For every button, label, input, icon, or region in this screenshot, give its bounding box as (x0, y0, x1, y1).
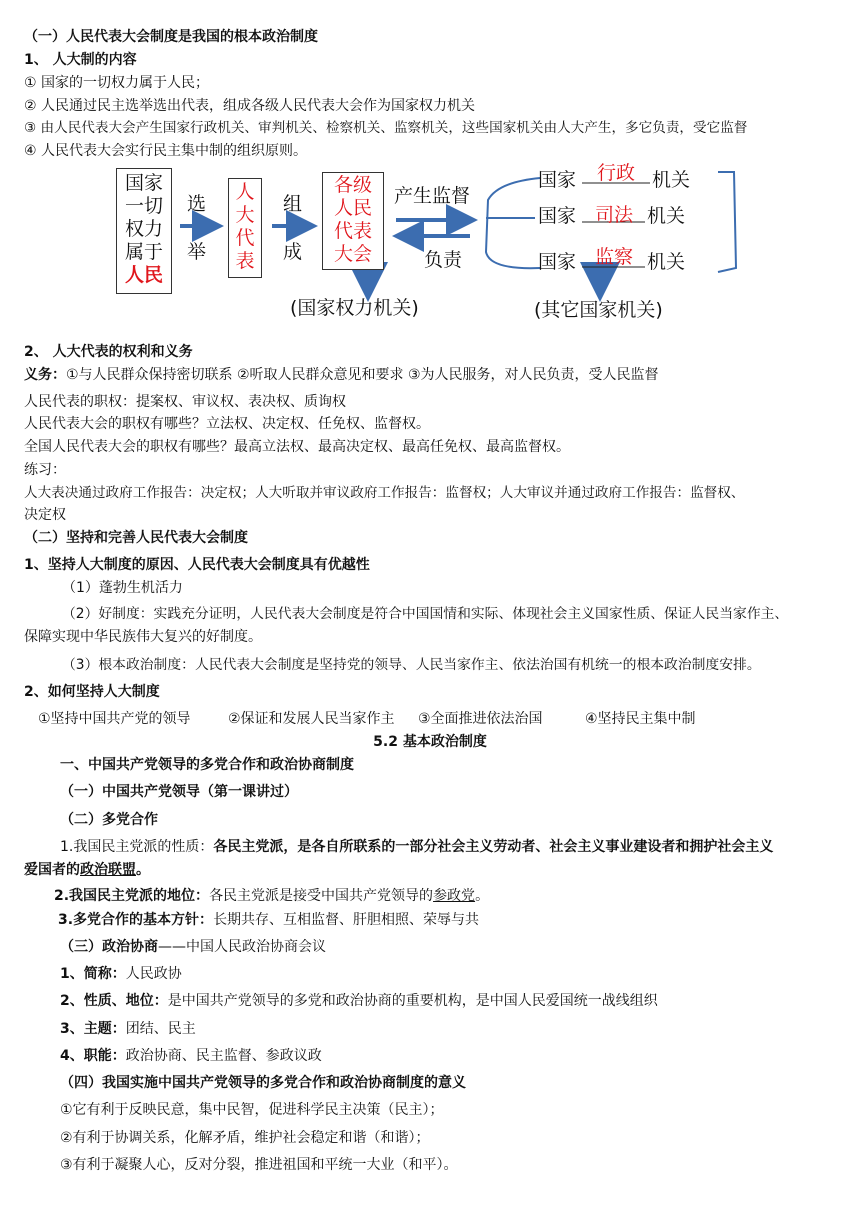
box-text: 权力 (124, 218, 163, 240)
box-text: 各级 (333, 174, 372, 196)
policy-label: 3.多党合作的基本方针： (58, 912, 214, 928)
cppcc-abbr-label: 1、简称： (60, 966, 126, 982)
nature-line (60, 837, 773, 857)
label-form-2: 成 (283, 241, 303, 263)
list-item: ④ 人民代表大会实行民主集中制的组织原则。 (24, 143, 307, 159)
npc-powers-question: 人民代表大会的职权有哪些？ (24, 416, 206, 432)
policy-line (58, 910, 479, 930)
chapter-title: 5.2 基本政治制度 (373, 734, 487, 750)
exercise-label: 练习： (24, 462, 66, 478)
cppcc-abbr-text: 人民政协 (125, 966, 182, 982)
section-heading-improve: （二）坚持和完善人民代表大会制度 (24, 530, 248, 546)
fill-judicial: 司法 (594, 204, 633, 226)
npc-structure-diagram (0, 160, 860, 335)
subheading-how: 2、如何坚持人大制度 (24, 684, 160, 700)
significance-item: ①它有利于反映民意，集中民智，促进科学民主决策（民主）； (60, 1102, 444, 1118)
national-npc-powers-question: 全国人民代表大会的职权有哪些？ (24, 439, 234, 455)
label-produce-supervise: 产生监督 (394, 185, 471, 207)
cppcc-functions-text: 政治协商、民主监督、参政议政 (125, 1048, 322, 1064)
political-alliance: 政治联盟 (80, 862, 136, 878)
org-prefix: 国家 (538, 205, 577, 227)
subheading-npc-content: 1、 人大制的内容 (24, 52, 137, 68)
section-heading-npc-system: （一）人民代表大会制度是我国的根本政治制度 (24, 29, 318, 45)
way-item: ①坚持中国共产党的领导 (38, 711, 191, 727)
caption-state-power-organ: (国家权力机关) (290, 297, 419, 319)
box-text: 国家 (124, 172, 163, 194)
exercise-text-cont: 决定权 (24, 507, 66, 523)
box-text: 一切 (124, 195, 163, 217)
list-item: ③ 由人民代表大会产生国家行政机关、审判机关、检察机关、监察机关，这些国家机关由人大产生，多它负责，受它监督 (24, 120, 748, 136)
national-npc-powers (24, 437, 570, 457)
national-npc-powers-answer: 最高立法权、最高决定权、最高任免权、最高监督权。 (234, 439, 570, 455)
label-responsible: 负责 (424, 249, 463, 271)
deputy-powers: 人民代表的职权：提案权、审议权、表决权、质询权 (24, 394, 346, 410)
section-heading-deputies: 2、 人大代表的权利和义务 (24, 344, 193, 360)
nature-line-cont (24, 860, 150, 880)
cppcc-abbr (60, 964, 182, 984)
box-text: 人民 (333, 197, 372, 219)
box-text: 属于 (124, 241, 163, 263)
duty-line (24, 365, 659, 385)
nature-end: 。 (136, 862, 150, 878)
status-label: 2.我国民主党派的地位： (54, 888, 210, 904)
heading-significance: （四）我国实施中国共产党领导的多党合作和政治协商制度的意义 (60, 1075, 466, 1091)
participating-party: 参政党 (433, 888, 476, 904)
box-text: 代 (235, 227, 255, 249)
box-deputies (228, 178, 262, 278)
cppcc-theme-text: 团结、民主 (125, 1021, 196, 1037)
reason-item: （1）蓬勃生机活力 (62, 580, 183, 596)
box-text: 大会 (333, 243, 372, 265)
label-elect-1: 选 (187, 193, 207, 215)
list-item: ② 人民通过民主选举选出代表，组成各级人民代表大会作为国家权力机关 (24, 98, 475, 114)
box-text: 大 (235, 204, 255, 226)
box-text: 表 (235, 250, 255, 272)
fill-executive: 行政 (596, 162, 635, 184)
cppcc-functions-label: 4、职能： (60, 1048, 126, 1064)
bracket-left (486, 178, 540, 268)
duty-label: 义务： (24, 367, 66, 383)
cppcc-functions (60, 1046, 322, 1066)
policy-text: 长期共存、互相监督、肝胆相照、荣辱与共 (213, 912, 480, 928)
heading-party-leadership: （一）中国共产党领导（第一课讲过） (60, 784, 298, 800)
cppcc-theme (60, 1019, 196, 1039)
list-item: ① 国家的一切权力属于人民； (24, 75, 210, 91)
label-form-1: 组 (283, 193, 303, 215)
nature-text: 各民主党派，是各自所联系的一部分社会主义劳动者、社会主义事业建设者和拥护社会主义 (213, 839, 774, 855)
heading-multiparty: （二）多党合作 (60, 812, 158, 828)
bracket-right (718, 172, 736, 272)
way-item: ③全面推进依法治国 (418, 711, 543, 727)
reason-item-cont: 保障实现中华民族伟大复兴的好制度。 (24, 629, 262, 645)
status-end: 。 (475, 888, 490, 904)
way-item: ②保证和发展人民当家作主 (228, 711, 395, 727)
reason-item: （2）好制度：实践充分证明，人民代表大会制度是符合中国国情和实际、体现社会主义国家性质、保证人民当家作主、 (62, 606, 789, 622)
org-prefix: 国家 (538, 251, 577, 273)
fill-supervisory: 监察 (594, 246, 633, 268)
caption-other-state-organs: (其它国家机关) (534, 299, 663, 321)
cppcc-nature (60, 991, 658, 1011)
npc-powers (24, 414, 430, 434)
heading-consultation (60, 937, 326, 957)
cppcc-theme-label: 3、主题： (60, 1021, 126, 1037)
box-people (116, 168, 172, 294)
significance-item: ③有利于凝聚人心，反对分裂，推进祖国和平统一大业（和平）。 (60, 1157, 458, 1173)
org-suffix: 机关 (647, 205, 686, 227)
status-line (54, 886, 489, 906)
exercise-text: 人大表决通过政府工作报告：决定权；人大听取并审议政府工作报告：监督权；人大审议并通过政府工作报告：监督权、 (24, 485, 745, 501)
org-suffix: 机关 (647, 251, 686, 273)
org-suffix: 机关 (652, 169, 691, 191)
duty-text: ①与人民群众保持密切联系 ②听取人民群众意见和要求 ③为人民服务，对人民负责，受人民监督 (66, 367, 659, 383)
nature-text-cont: 爱国者的 (24, 862, 80, 878)
reason-item: （3）根本政治制度：人民代表大会制度是坚持党的领导、人民当家作主、依法治国有机统一的根本政治制度安排。 (62, 657, 761, 673)
npc-powers-answer: 立法权、决定权、任免权、监督权。 (206, 416, 430, 432)
consultation-label: （三）政治协商 (60, 939, 158, 955)
subheading-reasons: 1、坚持人大制度的原因、人民代表大会制度具有优越性 (24, 557, 370, 573)
consultation-text: ——中国人民政治协商会议 (158, 939, 326, 955)
org-prefix: 国家 (538, 169, 577, 191)
status-text: 各民主党派是接受中国共产党领导的 (209, 888, 434, 904)
way-item: ④坚持民主集中制 (585, 711, 696, 727)
box-text: 代表 (333, 220, 372, 242)
box-npc (322, 172, 384, 270)
cppcc-nature-text: 是中国共产党领导的多党和政治协商的重要机构，是中国人民爱国统一战线组织 (167, 993, 658, 1009)
significance-item: ②有利于协调关系，化解矛盾，维护社会稳定和谐（和谐）； (60, 1130, 430, 1146)
cppcc-nature-label: 2、性质、地位： (60, 993, 168, 1009)
box-text: 人 (235, 181, 255, 203)
label-elect-2: 举 (187, 241, 207, 263)
box-highlight-text: 人民 (124, 264, 163, 286)
heading-party-system: 一、中国共产党领导的多党合作和政治协商制度 (60, 757, 354, 773)
nature-label: 1.我国民主党派的性质： (60, 839, 214, 855)
